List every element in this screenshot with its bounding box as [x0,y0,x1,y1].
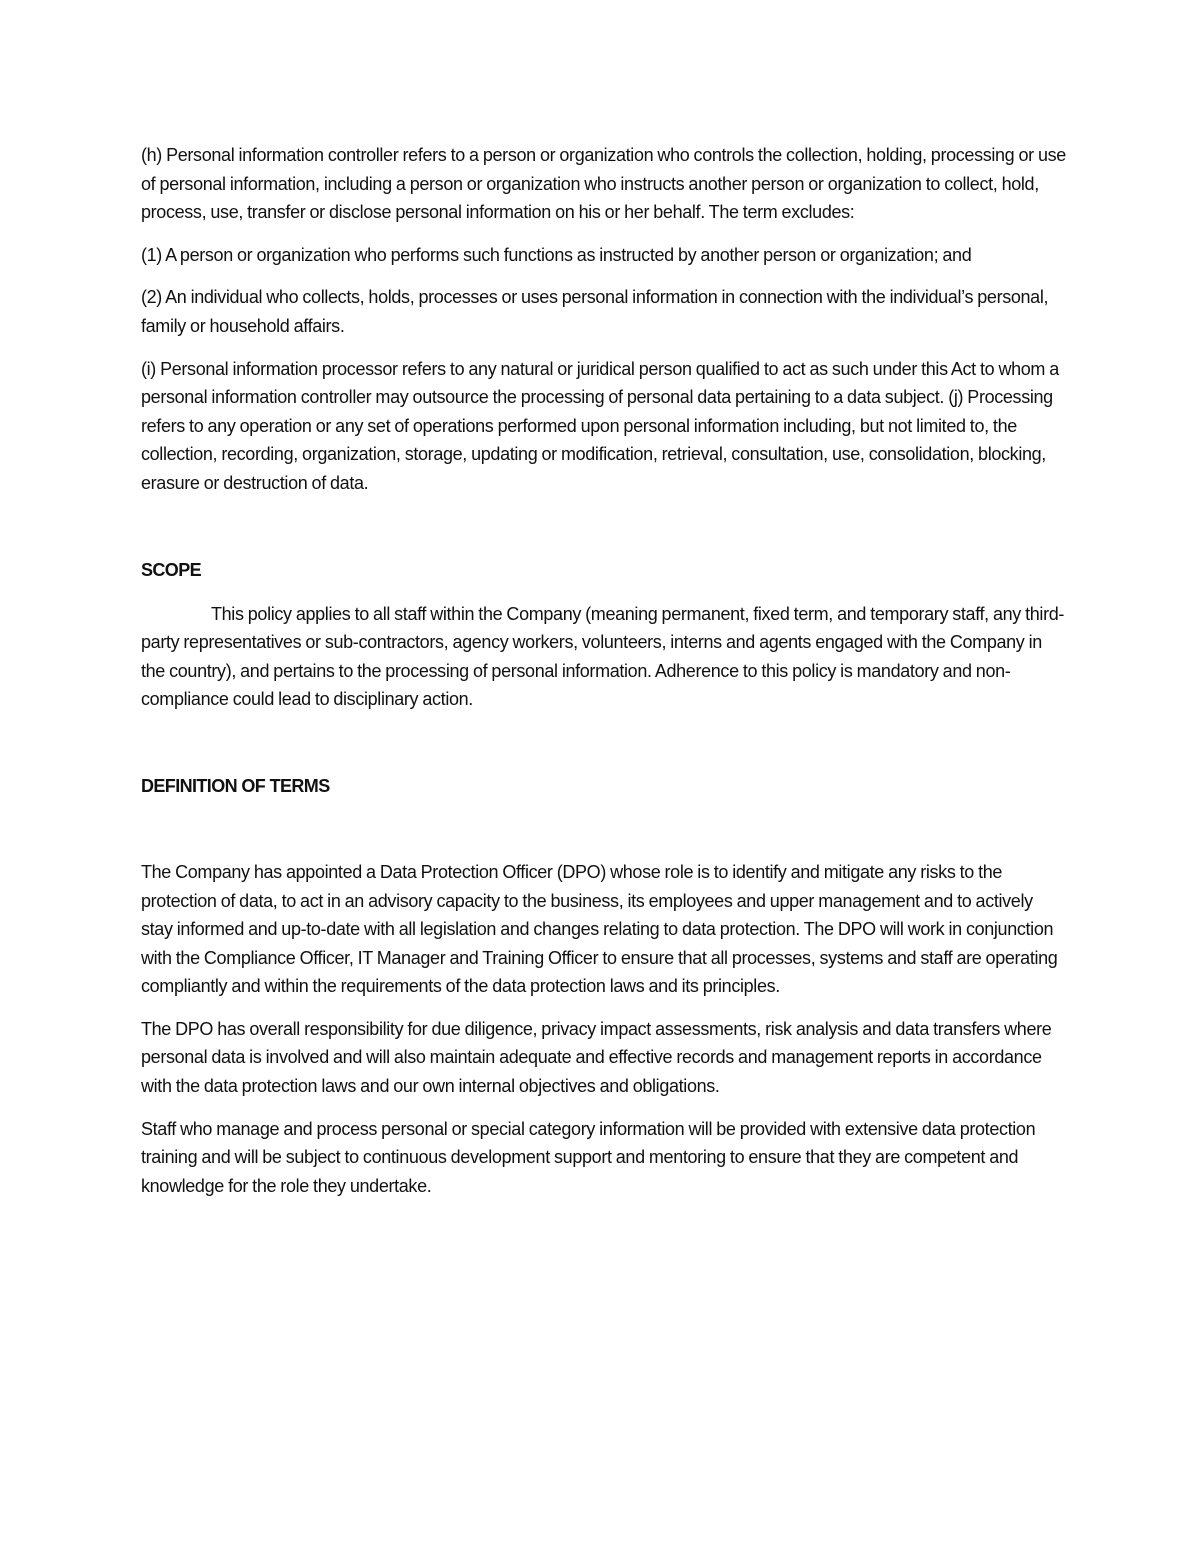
definition-h-paragraph: (h) Personal information controller refers to a person or organization who controls the collection, holding, processing or use of personal information, including a person or organization who instructs another person or organization to collect, hold, process, use, transfer or disclose personal information on his or her behalf. The term excludes: [141,145,1066,223]
scope-paragraph: This policy applies to all staff within the Company (meaning permanent, fixed term, and temporary staff, any third-party representatives or sub-contractors, agency workers, volunteers, interns and agents engaged with the Company in the country), and pertains to the processing of personal information. Adherence to this policy is mandatory and non-compliance could lead to disciplinary action. [141,603,1065,710]
definition-h2-paragraph: (2) An individual who collects, holds, processes or uses personal information in connection with the individual’s personal, family or household affairs. [141,287,1049,336]
dpo-role-paragraph: The Company has appointed a Data Protection Officer (DPO) whose role is to identify and mitigate any risks to the protection of data, to act in an advisory capacity to the business, its employees and upper management and to actively stay informed and up-to-date with all legislation and changes relating to data protection. The DPO will work in conjunction with the Compliance Officer, IT Manager and Training Officer to ensure that all processes, systems and staff are operating compliantly and within the requirements of the data protection laws and its principles. [141,861,1058,997]
definition-of-terms-heading: DEFINITION OF TERMS [141,775,330,796]
scope-heading: SCOPE [141,559,202,580]
definition-i-paragraph: (i) Personal information processor refers to any natural or juridical person qualified to act as such under this Act to whom a personal information controller may outsource the processing of personal data pertaining to a data subject. (j) Processing refers to any operation or any set of operations performed upon personal information including, but not limited to, the collection, recording, organization, storage, updating or modification, retrieval, consultation, use, consolidation, blocking, erasure or destruction of data. [141,358,1059,493]
staff-training-paragraph: Staff who manage and process personal or special category information will be provided with extensive data protection training and will be subject to continuous development support and mentoring to ensure that they are competent and knowledge for the role they undertake. [141,1118,1036,1196]
definition-h1-paragraph: (1) A person or organization who performs such functions as instructed by another person or organization; and [141,244,972,265]
document-body [141,141,1066,1200]
dpo-responsibility-paragraph: The DPO has overall responsibility for due diligence, privacy impact assessments, risk analysis and data transfers where personal data is involved and will also maintain adequate and effective records and management reports in accordance with the data protection laws and our own internal objectives and obligations. [141,1018,1052,1097]
